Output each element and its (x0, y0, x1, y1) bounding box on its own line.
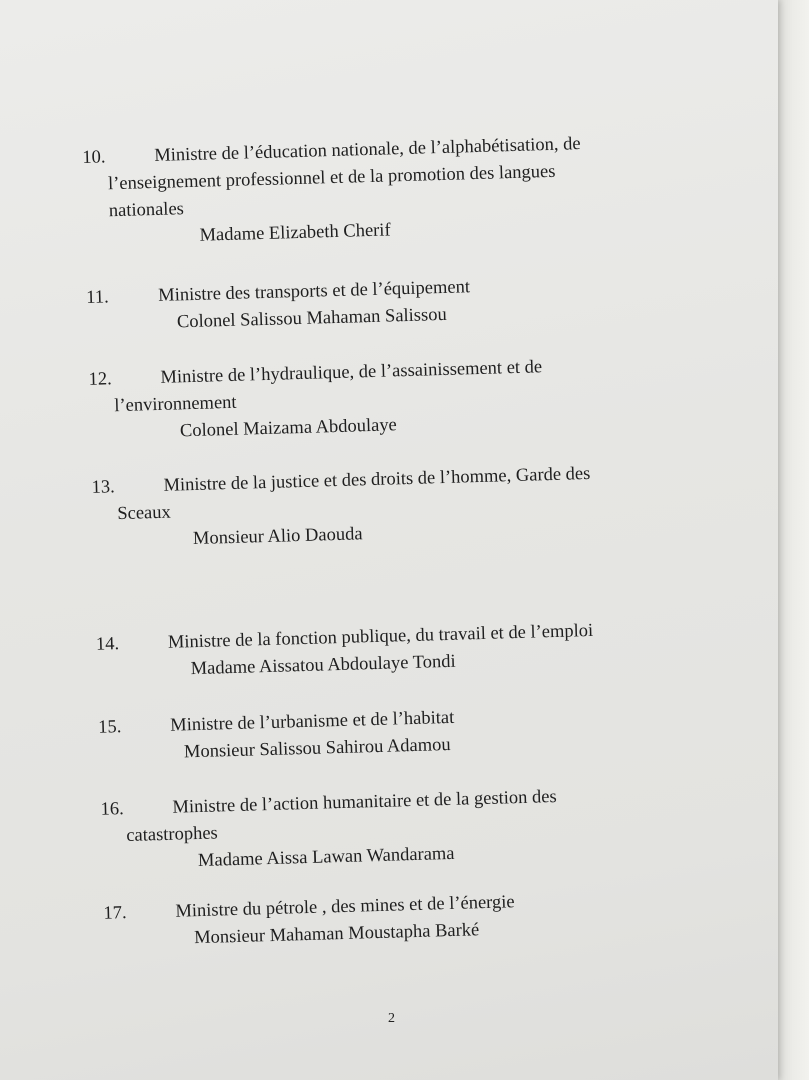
list-item-12 (88, 350, 690, 448)
ministry-title-continued: l’enseignement professionnel et de la promotion des langues (107, 161, 556, 195)
item-number: 11. (85, 287, 109, 308)
list-item-14 (96, 615, 697, 686)
ministry-title: Ministre de l’éducation nationale, de l’alphabétisation, de (154, 134, 581, 166)
minister-name: Monsieur Mahaman Moustapha Barké (193, 920, 480, 949)
item-number: 14. (95, 634, 120, 655)
ministry-title: Ministre de la justice et des droits de l’homme, Garde des (163, 463, 591, 496)
ministry-title: Ministre de la fonction publique, du travail et de l’emploi (167, 620, 594, 653)
list-item-13 (91, 458, 693, 556)
page-number: 2 (388, 1011, 395, 1026)
list-item-15 (98, 698, 699, 769)
minister-name: Monsieur Salissou Sahirou Adamou (183, 734, 451, 763)
list-item-11 (86, 268, 687, 339)
minister-name: Monsieur Alio Daouda (192, 524, 363, 550)
list-item-16 (100, 780, 702, 878)
item-number: 16. (100, 799, 124, 820)
ministry-title: Ministre de l’urbanisme et de l’habitat (169, 707, 455, 736)
list-item-17 (103, 884, 704, 955)
minister-list (82, 128, 682, 949)
list-item-10 (82, 128, 685, 253)
item-number: 10. (82, 147, 106, 168)
ministry-title: Ministre des transports et de l’équipement (157, 277, 471, 306)
item-number: 15. (97, 717, 122, 738)
minister-name: Colonel Salissou Mahaman Salissou (176, 304, 447, 333)
item-number: 17. (103, 903, 127, 924)
item-number: 13. (91, 477, 115, 498)
ministry-title-continued: nationales (108, 199, 185, 222)
minister-name: Colonel Maizama Abdoulaye (179, 415, 398, 442)
ministry-title: Ministre de l’hydraulique, de l’assainissement et de (160, 357, 543, 388)
item-number: 12. (88, 369, 112, 390)
minister-name: Madame Aissa Lawan Wandarama (197, 843, 455, 872)
minister-name: Madame Aissatou Abdoulaye Tondi (190, 651, 456, 680)
ministry-title-continued: Sceaux (117, 502, 172, 525)
ministry-title: Ministre de l’action humanitaire et de la gestion des (172, 787, 557, 818)
ministry-title-continued: l’environnement (114, 392, 237, 417)
ministry-title-continued: catastrophes (126, 823, 218, 847)
minister-name: Madame Elizabeth Cherif (199, 220, 391, 246)
ministry-title: Ministre du pétrole , des mines et de l’énergie (175, 892, 515, 922)
